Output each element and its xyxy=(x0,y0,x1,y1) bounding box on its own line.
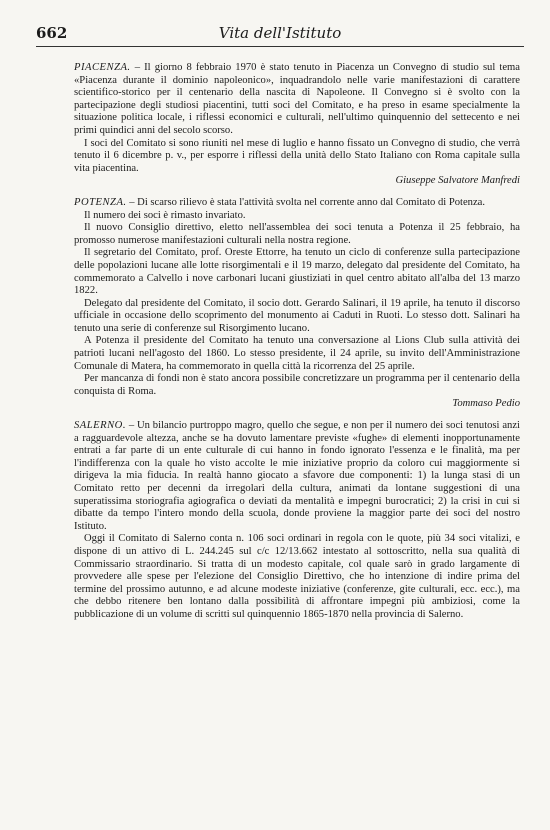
section-place-name: POTENZA. xyxy=(74,196,127,208)
section-place-name: SALERNO. xyxy=(74,420,126,432)
page-header xyxy=(36,24,524,47)
section-place-name: PIACENZA. xyxy=(74,62,131,73)
running-title: Vita dell'Istituto xyxy=(218,24,342,42)
paragraph-text: – Di scarso rilievo è stata l'attività svolta nel corrente anno dal Comitato di Potenza. xyxy=(129,196,486,208)
paragraph: Delegato dal presidente del Comitato, il socio dott. Gerardo Salinari, il 19 aprile, ha tenuto il discorso ufficiale in occasione dello scoprimento del monumento ai Caduti in Ruoti. Lo stesso dott. Salinari ha tenuto una serie di conferenze sul Risorgimento lucano. xyxy=(74,297,520,334)
page-number: 662 xyxy=(36,24,68,42)
paragraph: Il numero dei soci è rimasto invariato. xyxy=(84,209,246,221)
paragraph: Il segretario del Comitato, prof. Oreste Ettorre, ha tenuto un ciclo di conferenze sulla partecipazione delle popolazioni lucane alle lotte risorgimentali e il 19 marzo, delegato dal presidente del Comitato, ha commemorato a Calvello i nove carbonari lucani giustiziati in quel centro abitato all'alba del 13 marzo 1822. xyxy=(74,247,520,297)
paragraph: A Potenza il presidente del Comitato ha tenuto una conversazione al Lions Club sulla attività dei patrioti lucani nell'agosto del 1860. Lo stesso presidente, il 24 aprile, su invito dell'Amministrazione Comunale di Matera, ha commemorato in quella città la ricorrenza del 25 aprile. xyxy=(74,335,520,372)
paragraph: Oggi il Comitato di Salerno conta n. 106 soci ordinari in regola con le quote, più 34 soci vitalizi, e dispone di un attivo di L. 244.245 sul c/c 12/13.662 intestato al sottoscritto, nella sua qualità di Commissario straordinario. Si tratta di un modesto capitale, col quale sarò in grado largamente di provvedere alle spese per l'elezione del Consiglio Direttivo, che ho intenzione di indire prima del termine del prossimo autunno, e ad alcune modeste iniziative (conferenze, gite culturali, ecc. ecc.), ma che debbo ritenere ben lontano dalla possibilità di affrontare impegni più ambiziosi, come la pubblicazione di un volume di scritti sul quinquennio 1865-1870 nella provincia di Salerno. xyxy=(74,533,520,620)
paragraph: Il nuovo Consiglio direttivo, eletto nell'assemblea dei soci tenuta a Potenza il 25 febbraio, ha promosso numerose manifestazioni culturali nella nostra regione. xyxy=(74,222,520,246)
signature: Tommaso Pedio xyxy=(452,398,520,410)
paragraph xyxy=(74,62,520,138)
paragraph xyxy=(74,420,520,533)
paragraph xyxy=(74,197,520,210)
document-body xyxy=(74,62,520,622)
paragraph-text: – Il giorno 8 febbraio 1970 è stato tenuto in Piacenza un Convegno di studio sul tema «Piacenza durante il dominio napoleonico», inquadrandolo nelle varie manifestazioni di carattere scientifico-storico per il centenario della nascita di Napoleone. Il Convegno si è svolto con la partecipazione degli studiosi piacentini, tutti soci del Comitato, e ha preso in esame specialmente la situazione politica locale, i riflessi economici e culturali, nell'ultimo quinquennio del settecento e nei primi quindici anni del secolo scorso. xyxy=(74,62,520,136)
paragraph: I soci del Comitato si sono riuniti nel mese di luglio e hanno fissato un Convegno di studio, che verrà tenuto il 6 dicembre p. v., per esporre i riflessi della unità dello Stato Italiano con Roma capitale sulla vita piacentina. xyxy=(74,137,520,174)
paragraph: Per mancanza di fondi non è stato ancora possibile concretizzare un programma per il centenario della conquista di Roma. xyxy=(74,373,520,397)
signature: Giuseppe Salvatore Manfredi xyxy=(395,175,520,187)
paragraph-text: – Un bilancio purtroppo magro, quello che segue, e non per il numero dei soci tenutosi anzi a ragguardevole altezza, anche se ha dovuto lamentare previste «fughe» di elementi inopportunamente entrati a far parte di un ente culturale di cui hanno in fondo ignorato l'essenza e le finalità, ma per l'indifferenza con la quale ho visto accolte le mie iniziative proprio da coloro cui maggiormente si dirigeva la mia fiducia. In realtà hanno giocato a sfavore due componenti: 1) la lunga stasi di un Comitato retto per decenni da irregolari della cultura, animati da lontane suggestioni di una superatissima storiografia agiografica o deviati da mentalità e impegni burocratici; 2) la crisi in cui si dibatte da tempo l'intero mondo della scuola, donde proviene la maggior parte dei soci del nostro Istituto. xyxy=(74,420,521,532)
